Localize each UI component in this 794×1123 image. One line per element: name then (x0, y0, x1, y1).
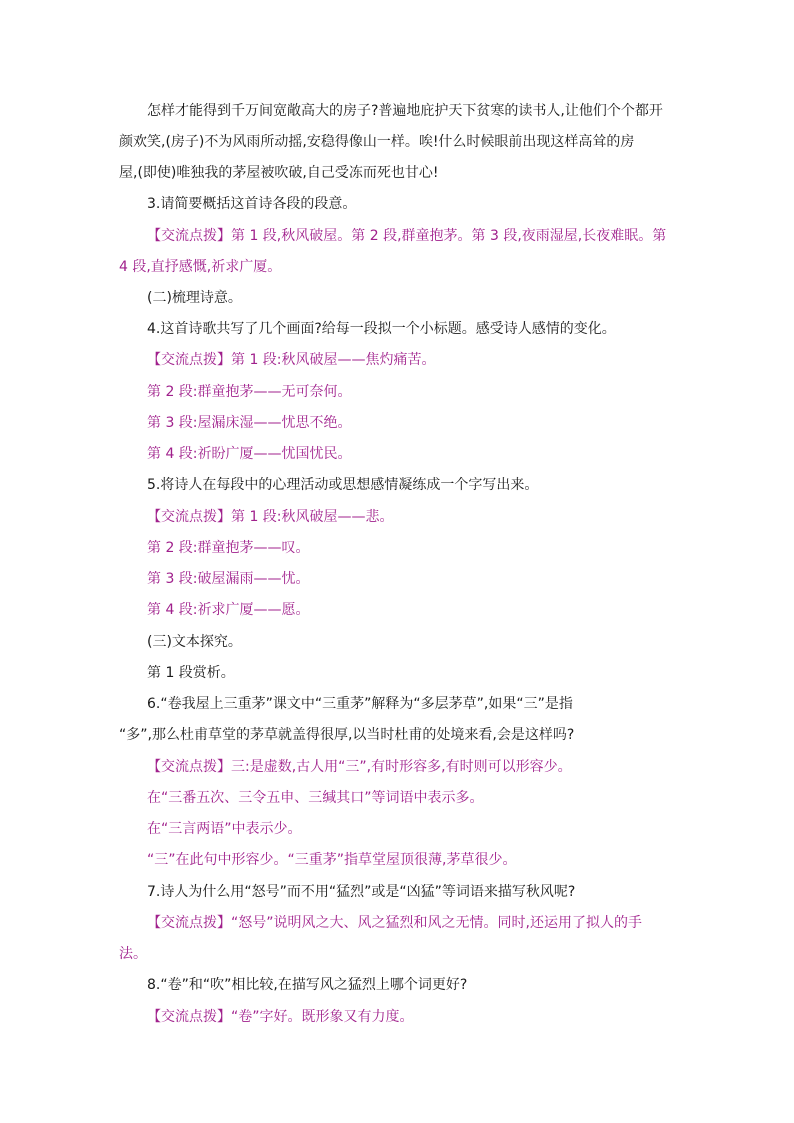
answer-line: 法。 (119, 946, 147, 962)
answer-line: 第 2 段:群童抱茅——无可奈何。 (147, 384, 352, 400)
paragraph-line: 颜欢笑,(房子)不为风雨所动摇,安稳得像山一样。唉!什么时候眼前出现这样高耸的房 (119, 134, 635, 150)
question-6: 6.“卷我屋上三重茅”课文中“三重茅”解释为“多层茅草”,如果“三”是指 (147, 696, 573, 712)
answer-line: “三”在此句中形容少。“三重茅”指草堂屋顶很薄,茅草很少。 (147, 852, 517, 868)
paragraph-line: 屋,(即使)唯独我的茅屋被吹破,自己受冻而死也甘心! (119, 165, 439, 181)
answer-line: 【交流点拨】“卷”字好。既形象又有力度。 (147, 1009, 414, 1025)
answer-line: 【交流点拨】第 1 段:秋风破屋——悲。 (147, 509, 394, 525)
answer-line: 在“三番五次、三令五申、三缄其口”等词语中表示多。 (147, 790, 484, 806)
answer-line: 第 4 段:祈求广厦——愿。 (147, 602, 310, 618)
answer-line: 【交流点拨】第 1 段:秋风破屋——焦灼痛苦。 (147, 352, 436, 368)
answer-line: 第 4 段:祈盼广厦——忧国忧民。 (147, 446, 352, 462)
answer-line: 4 段,直抒感慨,祈求广厦。 (119, 259, 282, 275)
subsection-heading: 第 1 段赏析。 (147, 665, 235, 681)
answer-line: 第 2 段:群童抱茅——叹。 (147, 540, 310, 556)
question-3: 3.请简要概括这首诗各段的段意。 (147, 196, 357, 212)
paragraph-line: 怎样才能得到千万间宽敞高大的房子?普遍地庇护天下贫寒的读书人,让他们个个都开 (147, 103, 663, 119)
answer-line: 【交流点拨】“怒号”说明风之大、风之猛烈和风之无情。同时,还运用了拟人的手 (147, 915, 642, 931)
section-heading: (二)梳理诗意。 (147, 290, 242, 306)
question-5: 5.将诗人在每段中的心理活动或思想感情凝练成一个字写出来。 (147, 477, 539, 493)
question-7: 7.诗人为什么用“怒号”而不用“猛烈”或是“凶猛”等词语来描写秋风呢? (147, 884, 576, 900)
answer-line: 【交流点拨】三:是虚数,古人用“三”,有时形容多,有时则可以形容少。 (147, 759, 572, 775)
answer-line: 在“三言两语”中表示少。 (147, 821, 302, 837)
question-8: 8.“卷”和“吹”相比较,在描写风之猛烈上哪个词更好? (147, 977, 468, 993)
answer-line: 第 3 段:屋漏床湿——忧思不绝。 (147, 415, 352, 431)
paragraph-line: “多”,那么杜甫草堂的茅草就盖得很厚,以当时杜甫的处境来看,会是这样吗? (119, 727, 575, 743)
question-4: 4.这首诗歌共写了几个画面?给每一段拟一个小标题。感受诗人感情的变化。 (147, 321, 616, 337)
answer-line: 第 3 段:破屋漏雨——忧。 (147, 571, 310, 587)
section-heading: (三)文本探究。 (147, 634, 242, 650)
answer-line: 【交流点拨】第 1 段,秋风破屋。第 2 段,群童抱茅。第 3 段,夜雨湿屋,长夜难眠。第 (147, 228, 667, 244)
